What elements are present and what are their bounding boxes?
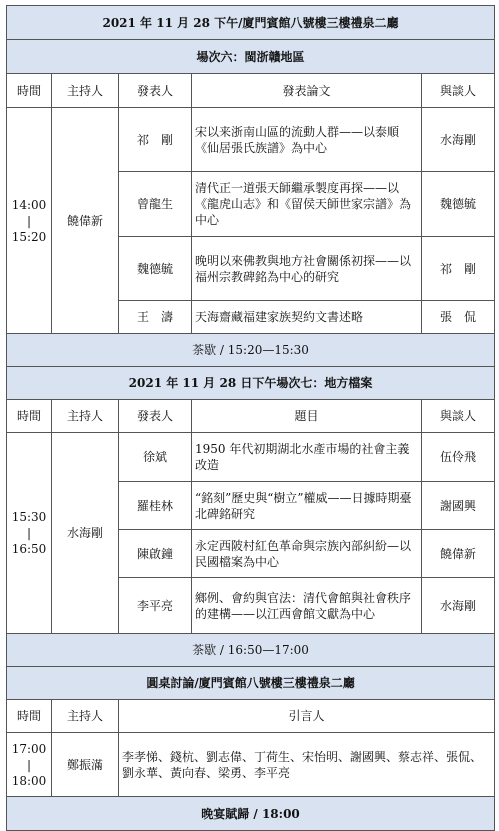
tea-break: 茶歇 / 16:50—17:00 — [7, 634, 495, 667]
session-end-time: 16:50 — [11, 542, 47, 556]
session7-title-row — [7, 367, 495, 400]
speaker-name: 祁 剛 — [119, 108, 192, 172]
paper-title: “銘刻”歷史與“樹立”權威——日據時期臺北碑銘研究 — [192, 482, 422, 530]
roundtable-title: 圓桌討論/廈門賓館八號樓三樓禮泉二廳 — [7, 667, 495, 700]
paper-title: 鄉例、會約與官法：清代會館與社會秩序的建構——以江西會館文獻為中心 — [192, 578, 422, 634]
session6-title-row — [7, 40, 495, 74]
schedule-table — [6, 5, 495, 831]
table-row — [7, 433, 495, 482]
col-header-host: 主持人 — [52, 700, 119, 733]
session-start-time: 15:30 — [11, 510, 47, 524]
col-header-time: 時間 — [7, 400, 52, 433]
tea-break: 茶歇 / 15:20—15:30 — [7, 334, 495, 367]
tea-break-row — [7, 334, 495, 367]
paper-title: 宋以来浙南山區的流動人群——以泰順《仙居張氏族譜》為中心 — [192, 108, 422, 172]
col-header-time: 時間 — [7, 74, 52, 108]
col-header-host: 主持人 — [52, 74, 119, 108]
col-header-discussant: 與談人 — [422, 400, 495, 433]
paper-title: 天海齋藏福建家族契約文書述略 — [192, 301, 422, 334]
col-header-topic: 發表論文 — [192, 74, 422, 108]
speaker-name: 徐斌 — [119, 433, 192, 482]
discussant-name: 謝國興 — [422, 482, 495, 530]
col-header-time: 時間 — [7, 700, 52, 733]
session-start-time: 17:00 — [11, 741, 47, 756]
col-header-topic: 題目 — [192, 400, 422, 433]
col-header-speaker: 發表人 — [119, 400, 192, 433]
discussant-name: 水海剛 — [422, 108, 495, 172]
col-header-guests: 引言人 — [119, 700, 495, 733]
session-end-time: 15:20 — [11, 229, 47, 244]
session-end-time: 18:00 — [11, 773, 47, 788]
closing-dinner: 晚宴賦歸 / 18:00 — [7, 797, 495, 831]
table-row — [7, 733, 495, 797]
guest-list: 李孝悌、錢杭、劉志偉、丁荷生、宋怡明、謝國興、蔡志祥、張侃、劉永華、黃向春、梁勇、李平亮 — [119, 733, 495, 797]
session-host: 水海剛 — [52, 433, 119, 634]
speaker-name: 李平亮 — [119, 578, 192, 634]
roundtable-title-row — [7, 667, 495, 700]
speaker-name: 羅桂林 — [119, 482, 192, 530]
paper-title: 1950 年代初期湖北水產市場的社會主義改造 — [192, 433, 422, 482]
speaker-name: 魏德毓 — [119, 237, 192, 301]
speaker-name: 王 濤 — [119, 301, 192, 334]
discussant-name: 祁 剛 — [422, 237, 495, 301]
session6-header-row — [7, 74, 495, 108]
col-header-speaker: 發表人 — [119, 74, 192, 108]
closing-row — [7, 797, 495, 831]
speaker-name: 曾龍生 — [119, 172, 192, 237]
schedule-header: 2021 年 11 月 28 下午/廈門賓館八號樓三樓禮泉二廳 — [7, 6, 495, 40]
session7-title: 2021 年 11 月 28 日下午場次七：地方檔案 — [7, 367, 495, 400]
session6-title: 場次六：閩浙贛地區 — [7, 40, 495, 74]
speaker-name: 陳啟鐘 — [119, 530, 192, 578]
session-time-cell — [7, 433, 52, 634]
session-time-cell — [7, 733, 52, 797]
discussant-name: 魏德毓 — [422, 172, 495, 237]
session-host: 鄭振滿 — [52, 733, 119, 797]
col-header-discussant: 與談人 — [422, 74, 495, 108]
session-time-cell — [7, 108, 52, 334]
time-separator: | — [26, 526, 32, 540]
discussant-name: 伍伶飛 — [422, 433, 495, 482]
time-separator: | — [26, 213, 32, 228]
session7-header-row — [7, 400, 495, 433]
time-separator: | — [26, 757, 32, 772]
discussant-name: 張 侃 — [422, 301, 495, 334]
session-host: 饒偉新 — [52, 108, 119, 334]
session-start-time: 14:00 — [11, 197, 47, 212]
col-header-host: 主持人 — [52, 400, 119, 433]
schedule-header-row — [7, 6, 495, 40]
paper-title: 清代正一道張天師繼承製度再探——以《龍虎山志》和《留侯天師世家宗譜》為中心 — [192, 172, 422, 237]
discussant-name: 饒偉新 — [422, 530, 495, 578]
paper-title: 永定西陂村紅色革命與宗族內部糾紛—以民國檔案為中心 — [192, 530, 422, 578]
tea-break-row — [7, 634, 495, 667]
paper-title: 晚明以來佛教與地方社會關係初探——以福州宗教碑銘為中心的研究 — [192, 237, 422, 301]
roundtable-header-row — [7, 700, 495, 733]
table-row — [7, 108, 495, 172]
discussant-name: 水海剛 — [422, 578, 495, 634]
